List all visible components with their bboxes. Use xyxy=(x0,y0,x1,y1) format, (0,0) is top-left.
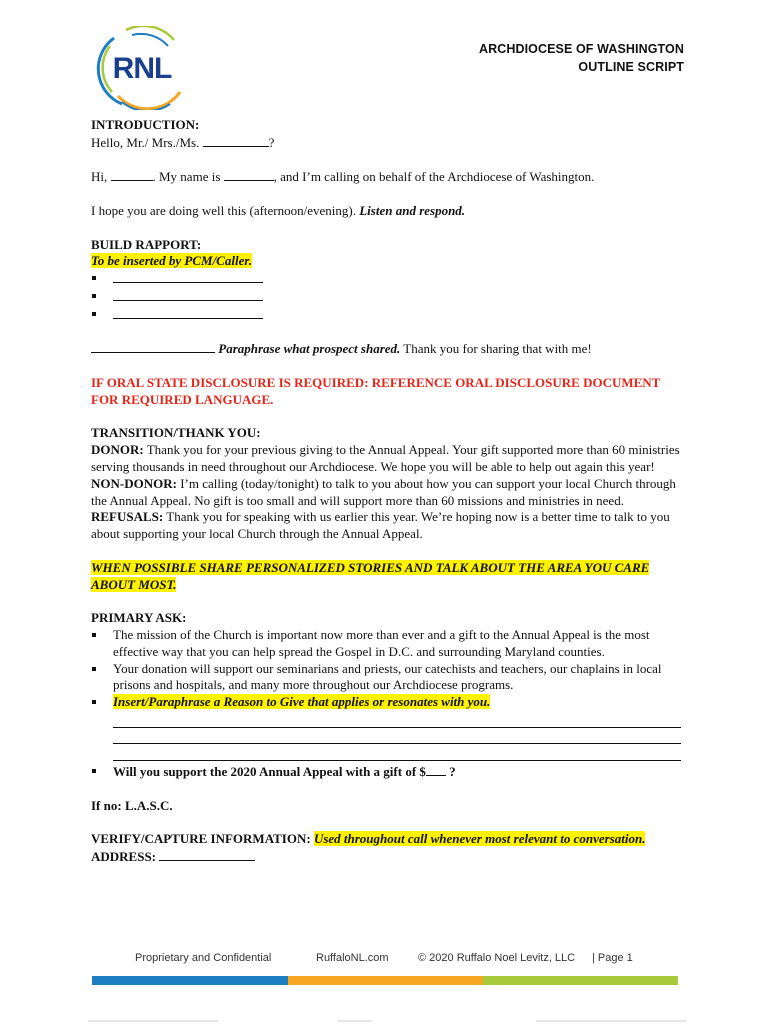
nondonor-paragraph: NON-DONOR: I’m calling (today/tonight) to talk to you about how you can support your local Church through the Annual Appeal. No gift is too small and will support more than 60 missions and ministries in need. xyxy=(91,475,676,508)
gift-amount-blank[interactable] xyxy=(426,763,446,776)
reason-line-2[interactable] xyxy=(113,728,681,745)
intro-heading: INTRODUCTION: xyxy=(91,117,200,132)
script-body xyxy=(91,117,681,866)
address-blank[interactable] xyxy=(159,848,255,861)
donor-paragraph: DONOR: Thank you for your previous giving to the Annual Appeal. Your gift supported more than 60 ministries serving thousands in need throughout our Archdiocese. We hope you will be able to help out again this year! xyxy=(91,442,680,474)
rapport-instruction: To be inserted by PCM/Caller. xyxy=(91,253,252,269)
rapport-bullet-2 xyxy=(91,288,681,306)
document-header xyxy=(479,40,684,76)
primary-ask-bullets xyxy=(91,627,681,711)
prospect-name-blank[interactable] xyxy=(111,168,153,181)
address-line: ADDRESS: xyxy=(91,848,681,866)
next-page-ghost xyxy=(0,1018,770,1024)
rapport-bullet-3 xyxy=(91,306,681,324)
listen-instruction: Listen and respond. xyxy=(359,202,466,218)
header-org: ARCHDIOCESE OF WASHINGTON xyxy=(478,42,684,56)
stories-note: WHEN POSSIBLE SHARE PERSONALIZED STORIES AND TALK ABOUT THE AREA YOU CARE ABOUT MOST. xyxy=(91,559,650,592)
intro-hi: Hi, . My name is , and I’m calling on behalf of the Archdiocese of Washington. xyxy=(91,169,595,185)
name-blank[interactable] xyxy=(203,134,269,147)
bar-segment-orange xyxy=(288,976,483,985)
reason-line-3[interactable] xyxy=(113,744,681,761)
footer-copyright: © 2020 Ruffalo Noel Levitz, LLC xyxy=(418,952,576,964)
footer-site: RuffaloNL.com xyxy=(316,952,389,964)
if-no-note: If no: L.A.S.C. xyxy=(91,797,173,813)
bar-segment-blue xyxy=(92,976,288,985)
rapport-bullet-1 xyxy=(91,270,681,288)
rapport-blank-1[interactable] xyxy=(113,270,263,283)
transition-heading: TRANSITION/THANK YOU: xyxy=(91,425,261,441)
verify-heading: VERIFY/CAPTURE INFORMATION: Used throughout call whenever most relevant to conversation. xyxy=(91,831,646,847)
rapport-blank-2[interactable] xyxy=(113,288,263,301)
ask-bullet-1: The mission of the Church is important now more than ever and a gift to the Annual Appeal is the most effective way that you can help spread the Gospel in D.C. and surrounding Maryland counties. xyxy=(91,627,681,661)
reason-line-1[interactable] xyxy=(113,711,681,728)
intro-hope: I hope you are doing well this (afternoon/evening). Listen and respond. xyxy=(91,202,466,218)
rapport-paraphrase: Paraphrase what prospect shared. Thank you for sharing that with me! xyxy=(91,340,681,358)
ask-bullet-4: Will you support the 2020 Annual Appeal with a gift of $ ? xyxy=(91,763,681,781)
ask-bullet-3: Insert/Paraphrase a Reason to Give that applies or resonates with you. xyxy=(91,694,681,711)
refusals-paragraph: REFUSALS: Thank you for speaking with us earlier this year. We’re hoping now is a better time to talk to you about supporting your local Church through the Annual Appeal. xyxy=(91,509,670,542)
rapport-heading: BUILD RAPPORT: xyxy=(91,236,202,252)
header-doc-title: OUTLINE SCRIPT xyxy=(578,60,684,74)
rapport-blank-3[interactable] xyxy=(113,306,263,319)
rapport-bullets xyxy=(91,270,681,323)
caller-name-blank[interactable] xyxy=(224,168,274,181)
bar-segment-green xyxy=(483,976,678,985)
footer-confidential: Proprietary and Confidential xyxy=(135,952,272,964)
footer-page-number: | Page 1 xyxy=(592,952,633,964)
ask-bullet-2: Your donation will support our seminarians and priests, our catechists and teachers, our chaplains in local prisons and hospitals, and many more throughout our Archdiocese programs. xyxy=(91,661,681,695)
footer-color-bar xyxy=(92,976,678,985)
intro-greeting: Hello, Mr./ Mrs./Ms. ? xyxy=(91,134,275,150)
paraphrase-blank[interactable] xyxy=(91,340,215,353)
rnl-logo xyxy=(92,26,194,110)
svg-text:RNL: RNL xyxy=(112,52,172,85)
disclosure-note: IF ORAL STATE DISCLOSURE IS REQUIRED: REFERENCE ORAL DISCLOSURE DOCUMENT FOR REQUIRED LANGUAGE. xyxy=(91,374,661,407)
primary-ask-heading: PRIMARY ASK: xyxy=(91,610,187,626)
page-footer xyxy=(0,952,770,968)
